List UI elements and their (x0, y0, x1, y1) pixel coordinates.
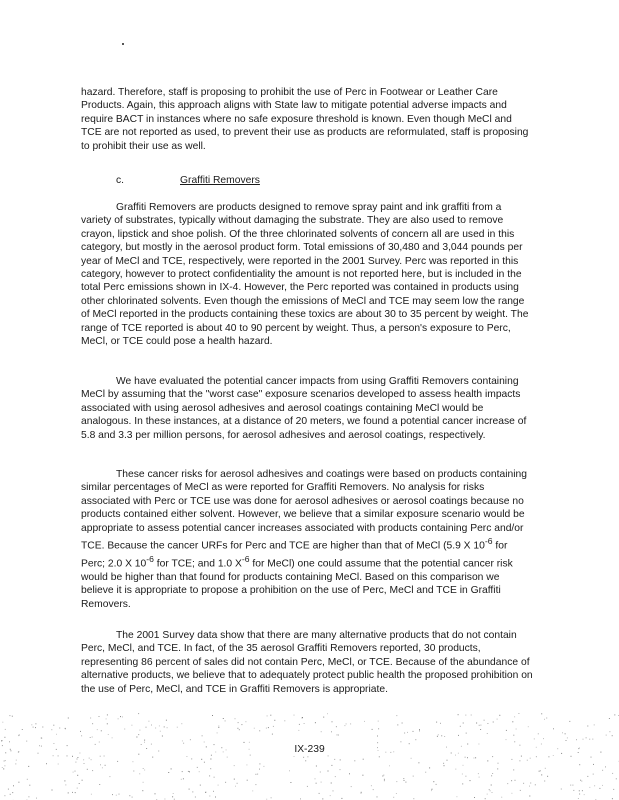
paragraph-text: for MeCl) one could assume that the potential cancer risk would be higher than that found for products containing MeCl. Based on this comparison we believe it is appropriate to propose a prohibition on the use of Perc, MeCl and TCE in Graffiti Removers. (81, 558, 513, 610)
page-number: IX-239 (294, 744, 325, 755)
paragraph-perc-footwear: hazard. Therefore, staff is proposing to prohibit the use of Perc in Footwear or Leather Care Products. Again, this approach aligns with State law to mitigate potential adverse impacts and require BACT in instances where no safe exposure threshold is known. Even though MeCl and TCE are not reported as used, to prevent their use as products are reformulated, staff is proposing to prohibit their use as well. (81, 87, 529, 152)
paragraph-alternatives (81, 629, 533, 696)
exponent: -6 (146, 553, 154, 564)
section-heading (116, 174, 260, 187)
paragraph-text: for Perc; 2.0 X 10 (81, 540, 508, 570)
paragraph-cancer-risks (81, 468, 533, 611)
paragraph-cancer-impacts (81, 375, 533, 442)
paragraph-text: for TCE; and 1.0 X (153, 558, 242, 570)
exponent: -6 (241, 553, 250, 564)
section-title: Graffiti Removers (180, 175, 260, 186)
scan-speck (122, 43, 124, 45)
paragraph-text: Graffiti Removers are products designed to remove spray paint and ink graffiti from a variety of substrates, typically without damaging the substrate. They are also used to remove crayon, lipstick and shoe polish. Of the three chlorinated solvents of concern all are used in this category, but mostly in the aerosol product form. Total emissions of 30,480 and 3,044 pounds per year of MeCl and TCE, respectively, were reported in the 2001 Survey. Perc was reported in this category, however to protect confidentiality the amount is not reported here, but is included in the total Perc emissions shown in IX-4. However, the Perc reported was contained in products using other chlorinated solvents. Even though the emissions of MeCl and TCE may seem low the range of MeCl reported in the products containing these toxics are about 30 to 35 percent by weight. The range of TCE reported is about 40 to 90 percent by weight. Thus, a person's exposure to Perc, MeCl, or TCE could pose a health hazard. (81, 202, 529, 348)
paragraph-text: We have evaluated the potential cancer impacts from using Graffiti Removers containing MeCl by assuming that the "worst case" exposure scenarios developed to assess health impacts associated with using aerosol adhesives and aerosol coatings containing MeCl would be analogous. In these instances, at a distance of 20 meters, we found a potential cancer increase of 5.8 and 3.3 per million persons, for aerosol adhesives and aerosol coatings, respectively. (81, 376, 527, 441)
exponent: -6 (484, 536, 493, 547)
paragraph-text: The 2001 Survey data show that there are many alternative products that do not contain Perc, MeCl, and TCE. In fact, of the 35 aerosol Graffiti Removers reported, 30 products, representing 86 percent of sales did not contain Perc, MeCl, or TCE. Because of the abundance of alternative products, we believe that to adequately protect public health the proposed prohibition on the use of Perc, MeCl, and TCE in Graffiti Removers is appropriate. (81, 630, 533, 695)
section-number: c. (116, 175, 125, 186)
paragraph-graffiti-description (81, 201, 533, 348)
paragraph-text: These cancer risks for aerosol adhesives and coatings were based on products containing similar percentages of MeCl as were reported for Graffiti Removers. No analysis for risks associated with Perc or TCE use was done for aerosol adhesives or aerosol coatings because no products contained either solvent. However, we believe that a similar exposure scenario would be appropriate to assess potential cancer increases associated with products containing Perc and/or TCE. Because the cancer URFs for Perc and TCE are higher than that of MeCl (5.9 X 10 (81, 469, 527, 552)
